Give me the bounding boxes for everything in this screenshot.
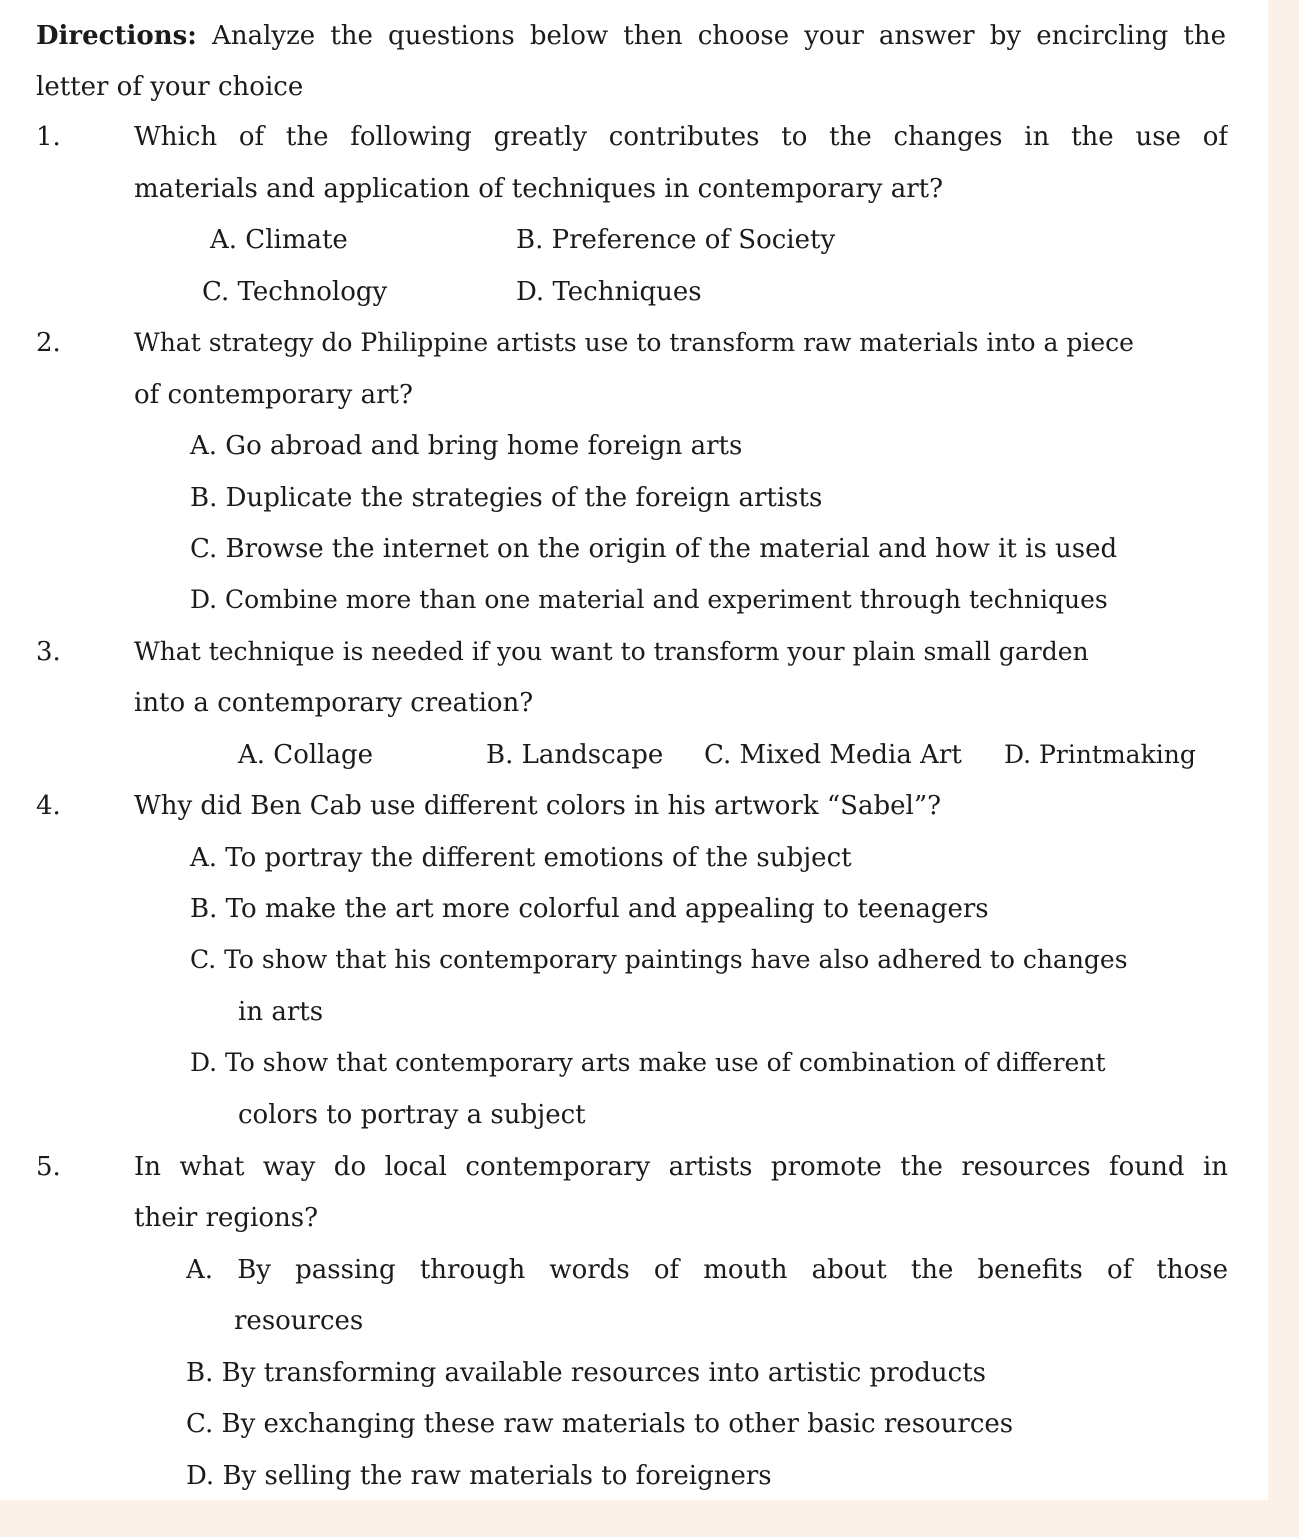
question-4-option-c-line-2[interactable]: in arts	[238, 997, 324, 1027]
question-1-option-b[interactable]: B. Preference of Society	[516, 225, 836, 255]
question-2-option-a[interactable]: A. Go abroad and bring home foreign arts	[190, 431, 743, 461]
question-5-option-a-line-1[interactable]: A. By passing through words of mouth about the benefits of those	[186, 1255, 1228, 1285]
question-5-option-d[interactable]: D. By selling the raw materials to foreigners	[186, 1461, 772, 1491]
question-2-option-b[interactable]: B. Duplicate the strategies of the foreign artists	[190, 483, 823, 513]
question-5-stem-line-2: their regions?	[134, 1203, 319, 1233]
question-4-option-a[interactable]: A. To portray the different emotions of the subject	[190, 843, 852, 873]
directions-line-1	[36, 19, 1226, 53]
question-2-number: 2.	[36, 328, 61, 358]
question-4-stem-line-1: Why did Ben Cab use different colors in his artwork “Sabel”?	[134, 791, 942, 821]
question-1-stem-line-1: Which of the following greatly contributes to the changes in the use of	[134, 122, 1228, 152]
directions-label: Directions:	[36, 21, 197, 51]
directions-text: Analyze the questions below then choose your answer by encircling the	[212, 21, 1226, 51]
question-3-option-d[interactable]: D. Printmaking	[1004, 740, 1196, 769]
question-5-stem-line-1: In what way do local contemporary artists promote the resources found in	[134, 1152, 1228, 1182]
question-3-option-c[interactable]: C. Mixed Media Art	[704, 740, 962, 770]
question-3-number: 3.	[36, 637, 61, 667]
question-4-number: 4.	[36, 791, 61, 821]
question-2-option-c[interactable]: C. Browse the internet on the origin of the material and how it is used	[190, 534, 1118, 564]
question-3-stem-line-2: into a contemporary creation?	[134, 688, 534, 718]
question-2-option-d[interactable]: D. Combine more than one material and experiment through techniques	[190, 585, 1108, 614]
question-4-option-d-line-1[interactable]: D. To show that contemporary arts make use of combination of different	[190, 1048, 1106, 1077]
question-1-option-c[interactable]: C. Technology	[202, 277, 388, 307]
question-3-stem-line-1: What technique is needed if you want to transform your plain small garden	[134, 637, 1089, 666]
question-1-option-d[interactable]: D. Techniques	[516, 277, 702, 307]
question-5-option-a-line-2[interactable]: resources	[234, 1306, 364, 1336]
question-1-option-a[interactable]: A. Climate	[210, 225, 348, 255]
question-4-option-d-line-2[interactable]: colors to portray a subject	[238, 1100, 586, 1130]
question-5-option-b[interactable]: B. By transforming available resources into artistic products	[186, 1358, 986, 1388]
question-4-option-b[interactable]: B. To make the art more colorful and appealing to teenagers	[190, 894, 989, 924]
question-5-number: 5.	[36, 1152, 61, 1182]
question-1-number: 1.	[36, 122, 61, 152]
question-3-option-a[interactable]: A. Collage	[238, 740, 374, 770]
question-2-stem-line-1: What strategy do Philippine artists use to transform raw materials into a piece	[134, 328, 1134, 357]
directions-line-2: letter of your choice	[36, 72, 304, 102]
question-5-option-c[interactable]: C. By exchanging these raw materials to other basic resources	[186, 1409, 1014, 1439]
question-4-option-c-line-1[interactable]: C. To show that his contemporary paintings have also adhered to changes	[190, 945, 1128, 974]
question-1-stem-line-2: materials and application of techniques in contemporary art?	[134, 174, 944, 204]
question-3-option-b[interactable]: B. Landscape	[486, 740, 664, 770]
question-2-stem-line-2: of contemporary art?	[134, 380, 413, 410]
